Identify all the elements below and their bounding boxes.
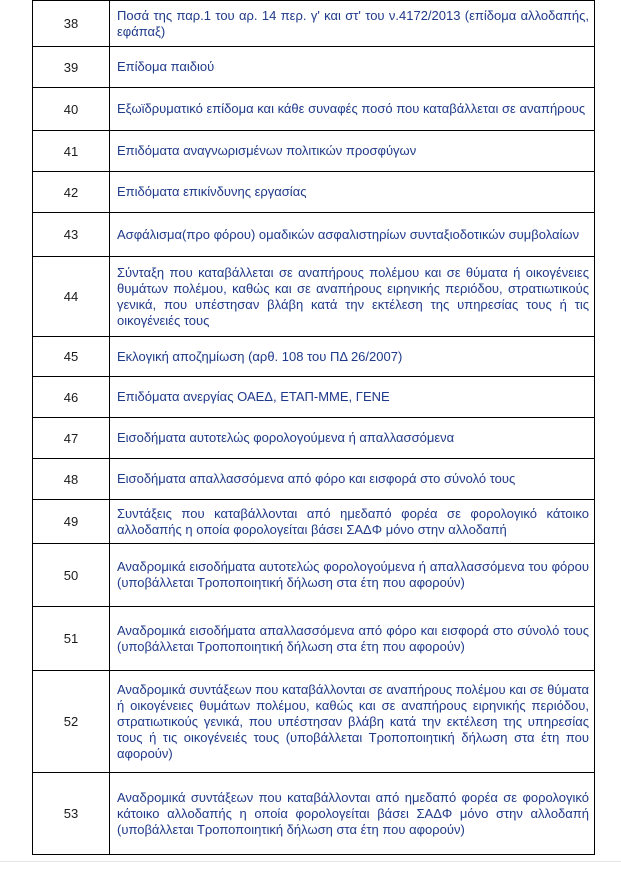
row-description: Επιδόματα επικίνδυνης εργασίας xyxy=(110,172,595,213)
table-row xyxy=(33,172,595,213)
row-number: 41 xyxy=(33,131,110,172)
table-row xyxy=(33,88,595,131)
row-description: Εισοδήματα αυτοτελώς φορολογούμενα ή απαλλασσόμενα xyxy=(110,418,595,459)
table-row xyxy=(33,607,595,671)
table-row xyxy=(33,544,595,607)
table-row xyxy=(33,377,595,418)
table-row xyxy=(33,47,595,88)
row-number: 43 xyxy=(33,213,110,257)
row-description: Επιδόματα ανεργίας ΟΑΕΔ, ΕΤΑΠ-ΜΜΕ, ΓΕΝΕ xyxy=(110,377,595,418)
row-number: 44 xyxy=(33,257,110,337)
row-number: 38 xyxy=(33,1,110,47)
row-number: 40 xyxy=(33,88,110,131)
row-description: Επιδόματα αναγνωρισμένων πολιτικών προσφύγων xyxy=(110,131,595,172)
table-row xyxy=(33,131,595,172)
row-description: Αναδρομικά εισοδήματα απαλλασσόμενα από φόρο και εισφορά στο σύνολό τους (υποβάλλεται Τροποποιητική δήλωση στα έτη που αφορούν) xyxy=(110,607,595,671)
table-row xyxy=(33,257,595,337)
row-number: 53 xyxy=(33,773,110,855)
row-description: Αναδρομικά συντάξεων που καταβάλλονται από ημεδαπό φορέα σε φορολογικό κάτοικο αλλοδαπής η οποία φορολογείται βάσει ΣΑΔΦ μόνο στην αλλοδαπή (υποβάλλεται Τροποποιητική δήλωση στα έτη που αφορούν) xyxy=(110,773,595,855)
row-number: 46 xyxy=(33,377,110,418)
page-edge-divider xyxy=(0,861,621,862)
row-description: Εκλογική αποζημίωση (αρθ. 108 του ΠΔ 26/2007) xyxy=(110,337,595,377)
row-description: Επίδομα παιδιού xyxy=(110,47,595,88)
row-number: 42 xyxy=(33,172,110,213)
row-description: Ασφάλισμα(προ φόρου) ομαδικών ασφαλιστηρίων συνταξιοδοτικών συμβολαίων xyxy=(110,213,595,257)
row-number: 47 xyxy=(33,418,110,459)
row-number: 39 xyxy=(33,47,110,88)
row-description: Εξωϊδρυματικό επίδομα και κάθε συναφές ποσό που καταβάλλεται σε αναπήρους xyxy=(110,88,595,131)
row-description: Αναδρομικά εισοδήματα αυτοτελώς φορολογούμενα ή απαλλασσόμενα του φόρου (υποβάλλεται Τροποποιητική δήλωση στα έτη που αφορούν) xyxy=(110,544,595,607)
row-number: 50 xyxy=(33,544,110,607)
row-description: Ποσά της παρ.1 του αρ. 14 περ. γ' και στ' του ν.4172/2013 (επίδομα αλλοδαπής, εφάπαξ) xyxy=(110,1,595,47)
table-row xyxy=(33,500,595,544)
row-number: 51 xyxy=(33,607,110,671)
row-description: Σύνταξη που καταβάλλεται σε αναπήρους πολέμου και σε θύματα ή οικογένειες θυμάτων πολέμου, καθώς και σε αναπήρους ειρηνικής περιόδου, στρατιωτικούς γενικά, που υπέστησαν βλάβη κατά την εκτέλεση της υπηρεσίας τους ή τις οικογένειές τους xyxy=(110,257,595,337)
row-number: 48 xyxy=(33,459,110,500)
row-number: 49 xyxy=(33,500,110,544)
row-description: Εισοδήματα απαλλασσόμενα από φόρο και εισφορά στο σύνολό τους xyxy=(110,459,595,500)
table-row xyxy=(33,418,595,459)
codes-table xyxy=(32,0,595,855)
table-row xyxy=(33,213,595,257)
table-row xyxy=(33,1,595,47)
table-row xyxy=(33,773,595,855)
row-number: 52 xyxy=(33,671,110,773)
table-row xyxy=(33,337,595,377)
table-row xyxy=(33,671,595,773)
row-description: Αναδρομικά συντάξεων που καταβάλλονται σε αναπήρους πολέμου και σε θύματα ή οικογένειες θυμάτων πολέμου, καθώς και σε αναπήρους ειρηνικής περιόδου, στρατιωτικούς γενικά, που υπέστησαν βλάβη κατά την εκτέλεση της υπηρεσίας τους ή τις οικογένειές τους (υποβάλλεται Τροποποιητική δήλωση στα έτη που αφορούν) xyxy=(110,671,595,773)
row-number: 45 xyxy=(33,337,110,377)
table-row xyxy=(33,459,595,500)
row-description: Συντάξεις που καταβάλλονται από ημεδαπό φορέα σε φορολογικό κάτοικο αλλοδαπής η οποία φορολογείται βάσει ΣΑΔΦ μόνο στην αλλοδαπή xyxy=(110,500,595,544)
